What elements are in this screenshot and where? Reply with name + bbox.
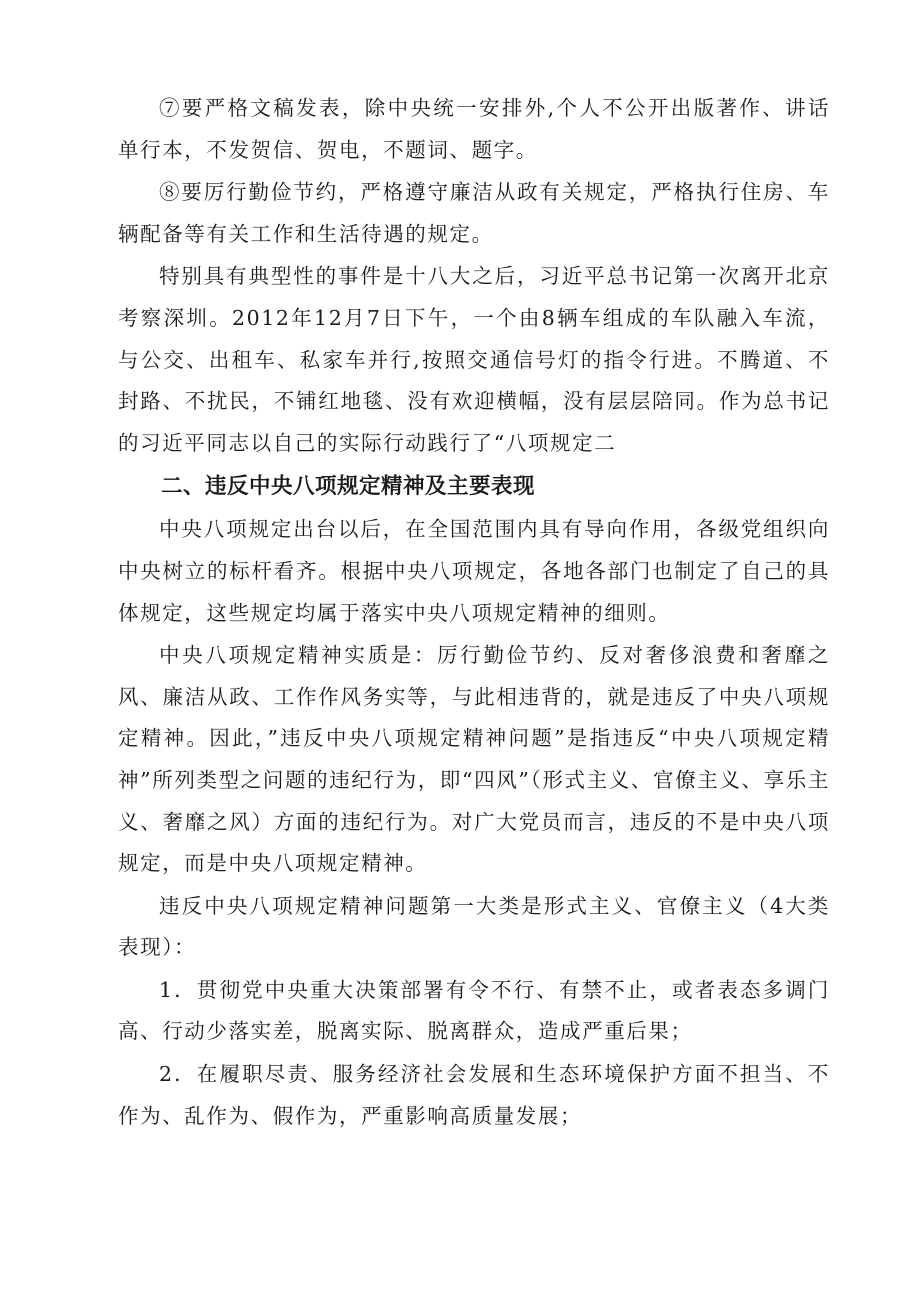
document-body (118, 88, 830, 1138)
paragraph-rule-7: ⑦要严格文稿发表，除中央统一安排外,个人不公开出版著作、讲话单行本，不发贺信、贺电，不题词、题字。 (118, 96, 830, 162)
list-item-2: 2．在履职尽责、服务经济社会发展和生态环境保护方面不担当、不作为、乱作为、假作为，严重影响高质量发展； (118, 1062, 830, 1128)
list-item-1: 1．贯彻党中央重大决策部署有令不行、有禁不止，或者表态多调门高、行动少落实差，脱离实际、脱离群众，造成严重后果； (118, 977, 830, 1044)
paragraph-guiding-role: 中央八项规定出台以后，在全国范围内具有导向作用，各级党组织向中央树立的标杆看齐。根据中央八项规定，各地各部门也制定了自己的具体规定，这些规定均属于落实中央八项规定精神的细则。 (118, 517, 830, 625)
paragraph-spirit-essence: 中央八项规定精神实质是：厉行勤俭节约、反对奢侈浪费和奢靡之风、廉洁从政、工作作风务实等，与此相违背的，就是违反了中央八项规定精神。因此，”违反中央八项规定精神问题”是指违反“中央八项规定精神”所列类型之问题的违纪行为，即“四风”（形式主义、官僚主义、享乐主义、奢靡之风）方面的违纪行为。对广大党员而言，违反的不是中央八项规定，而是中央八项规定精神。 (118, 643, 830, 876)
paragraph-first-category: 违反中央八项规定精神问题第一大类是形式主义、官僚主义（4大类表现）： (118, 893, 830, 960)
section-heading: 二、违反中央八项规定精神及主要表现 (161, 474, 536, 500)
paragraph-shenzhen-example: 特别具有典型性的事件是十八大之后，习近平总书记第一次离开北京考察深圳。2012年12月7日下午，一个由8辆车组成的车队融入车流，与公交、出租车、私家车并行,按照交通信号灯的指令行进。不腾道、不封路、不扰民，不铺红地毯、没有欢迎横幅，没有层层陪同。作为总书记的习近平同志以自己的实际行动践行了“八项规定二 (118, 264, 830, 455)
paragraph-rule-8: ⑧要厉行勤俭节约，严格遵守廉洁从政有关规定，严格执行住房、车辆配备等有关工作和生活待遇的规定。 (118, 180, 830, 246)
